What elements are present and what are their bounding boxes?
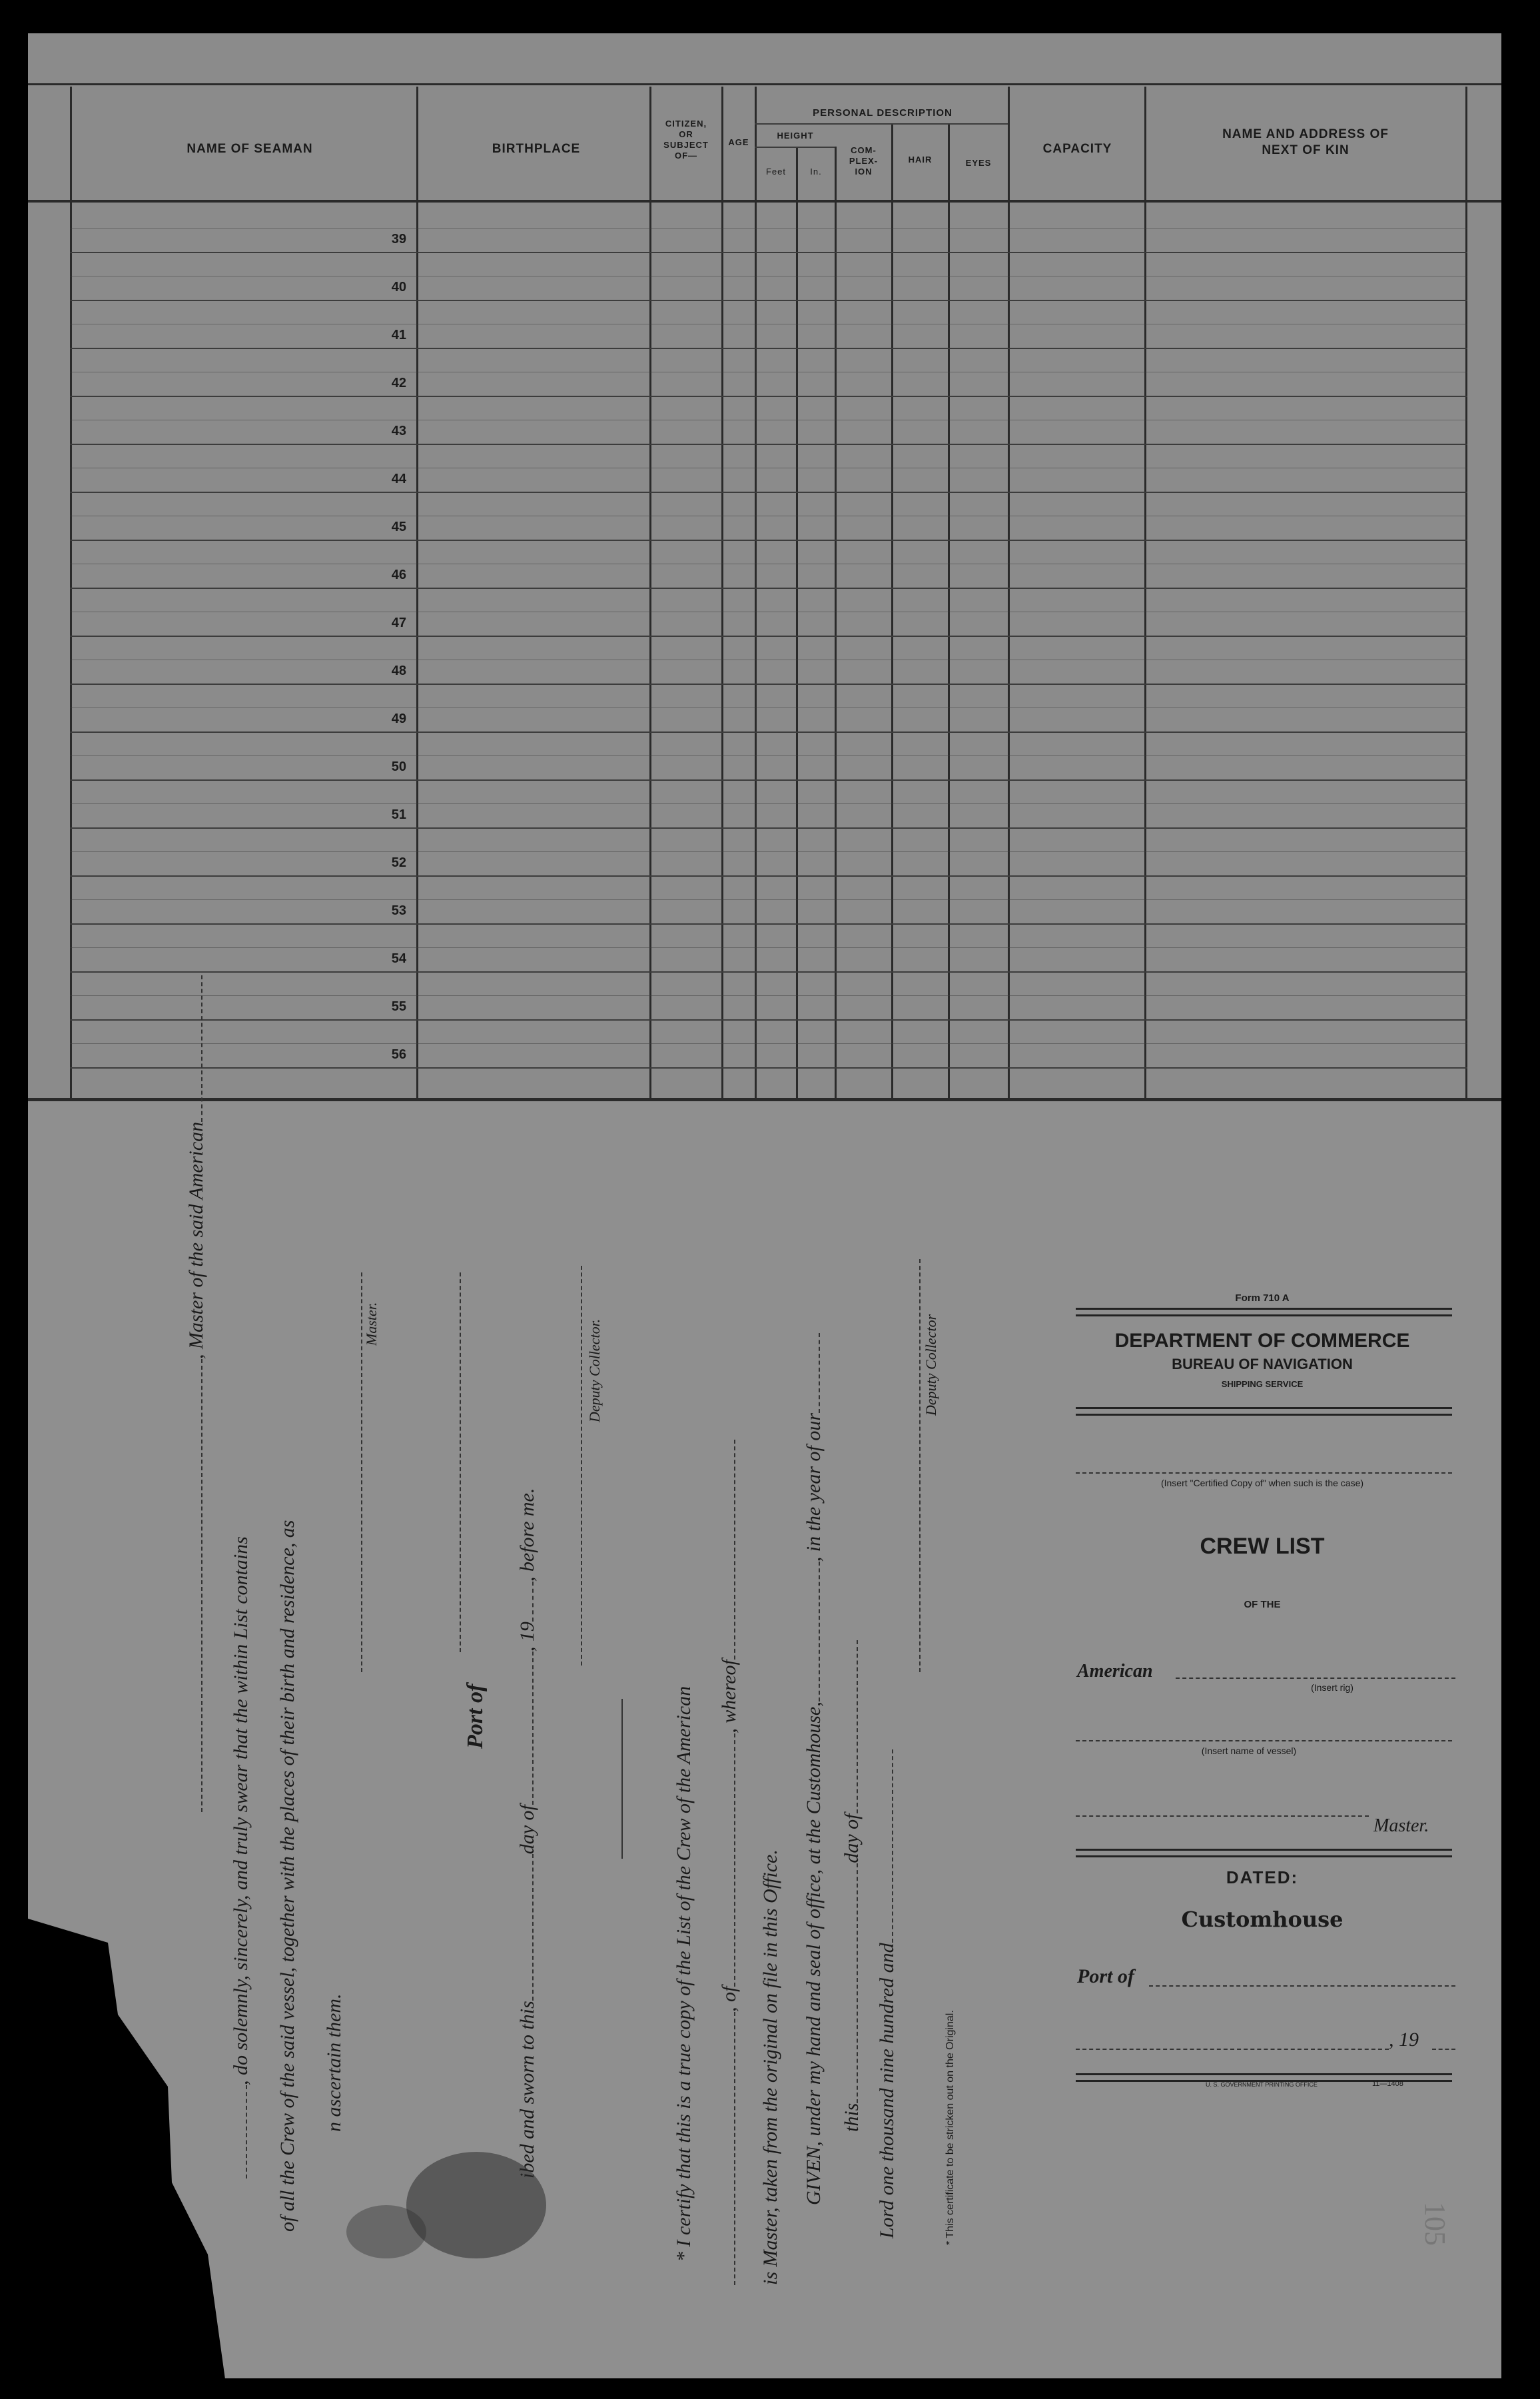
table-row [70, 396, 1467, 397]
row-number: 49 [391, 712, 406, 726]
dept-title: DEPARTMENT OF COMMERCE [1114, 1330, 1410, 1352]
table-row [70, 540, 1467, 541]
header-bottom-rule [28, 200, 1501, 203]
port-of-line [460, 1272, 461, 1652]
row-number: 47 [391, 616, 406, 630]
row-number: 51 [391, 807, 406, 822]
table-row-subrule [70, 899, 1467, 900]
of-the-label: OF THE [1244, 1599, 1281, 1610]
table-row [70, 444, 1467, 445]
year-label: , 19 [1389, 2029, 1419, 2051]
dated-label: DATED: [1226, 1867, 1299, 1887]
header-complexion: COM- PLEX- ION [849, 145, 879, 177]
header-eyes: EYES [965, 158, 992, 168]
cert-line-4: GIVEN, under my hand and seal of office, at the Customhouse,, in the year of our [803, 1333, 825, 2205]
date-line-cover [1076, 2049, 1389, 2050]
cover-rule-top [1076, 1308, 1452, 1316]
customhouse-label: Customhouse [1181, 1907, 1344, 1932]
stain [406, 2152, 546, 2258]
port-line-cover [1149, 1985, 1455, 1987]
row-number: 45 [391, 520, 406, 534]
deputy-sig-line-1 [581, 1266, 582, 1666]
row-number: 42 [391, 376, 406, 390]
oath-line-4: n ascertain them. [323, 1993, 345, 2132]
row-number: 48 [391, 664, 406, 678]
header-height: HEIGHT [777, 131, 814, 141]
table-row [70, 971, 1467, 973]
table-row-subrule [70, 803, 1467, 804]
row-number: 43 [391, 424, 406, 438]
divider-vertical [621, 1699, 623, 1859]
insert-certified-note: (Insert "Certified Copy of" when such is the case) [1160, 1478, 1364, 1488]
table-row [70, 492, 1467, 493]
port-of-cover-label: Port of [1077, 1965, 1134, 1987]
row-number: 41 [391, 328, 406, 342]
year-line [1432, 2049, 1455, 2050]
table-row [70, 348, 1467, 349]
port-of-label: Port of [463, 1683, 488, 1749]
table-row [70, 588, 1467, 589]
row-number: 50 [391, 759, 406, 774]
header-personal: PERSONAL DESCRIPTION [813, 107, 953, 119]
deputy-label-1: Deputy Collector. [586, 1318, 603, 1422]
rig-line [1176, 1678, 1455, 1679]
table-row-subrule [70, 947, 1467, 948]
header-kin: NAME AND ADDRESS OF NEXT OF KIN [1222, 127, 1389, 157]
cert-line-2: , of, whereof [718, 1440, 741, 2285]
cert-footnote: * This certificate to be stricken out on the Original. [945, 2010, 956, 2245]
master-line [1076, 1815, 1369, 1817]
table-top-rule [28, 83, 1501, 85]
american-label: American [1077, 1661, 1153, 1681]
sworn-line: ibed and sworn to thisday of, 19, before me. [516, 1488, 538, 2178]
table-row [70, 300, 1467, 301]
table-row-subrule [70, 995, 1467, 996]
row-number: 56 [391, 1047, 406, 1062]
table-row [70, 252, 1467, 253]
deputy-sig-line-2 [919, 1259, 921, 1672]
crew-list-title: CREW LIST [1200, 1534, 1325, 1559]
master-sig-label: Master. [363, 1302, 380, 1346]
cover-rule-2 [1076, 1407, 1452, 1416]
col-rule-feet [796, 147, 798, 1099]
row-number: 52 [391, 855, 406, 870]
col-rule-inches [835, 147, 837, 1099]
cert-line-3: is Master, taken from the original on file in this Office. [759, 1849, 781, 2285]
cert-line-5: thisday of [841, 1640, 863, 2132]
row-number: 39 [391, 232, 406, 246]
table-row [70, 1067, 1467, 1069]
row-number: 40 [391, 280, 406, 294]
deputy-label-2: Deputy Collector [923, 1314, 939, 1416]
table-row [70, 636, 1467, 637]
height-sub-rule [755, 147, 835, 148]
header-hair: HAIR [908, 155, 933, 165]
vessel-name-line [1076, 1740, 1452, 1741]
table-row [70, 731, 1467, 733]
sheet-number: 105 [1419, 2202, 1451, 2246]
cert-line-6: Lord one thousand nine hundred and [876, 1749, 899, 2238]
cover-rule-3 [1076, 1849, 1452, 1857]
insert-rig-note: (Insert rig) [1311, 1682, 1353, 1693]
row-number: 54 [391, 951, 406, 966]
table-row-subrule [70, 1043, 1467, 1044]
master-label: Master. [1373, 1815, 1429, 1836]
insert-name-note: (Insert name of vessel) [1201, 1745, 1297, 1756]
header-feet: Feet [765, 167, 786, 177]
bureau-title: BUREAU OF NAVIGATION [1172, 1356, 1353, 1372]
table-row [70, 827, 1467, 829]
header-birthplace: BIRTHPLACE [492, 142, 581, 156]
header-citizen: CITIZEN, OR SUBJECT OF— [663, 119, 709, 161]
table-row [70, 684, 1467, 685]
header-name: NAME OF SEAMAN [187, 142, 313, 156]
row-number: 53 [391, 903, 406, 918]
row-number: 44 [391, 472, 406, 486]
table-row [70, 923, 1467, 925]
personal-sub-rule [755, 123, 1008, 125]
printer-imprint: U. S. GOVERNMENT PRINTING OFFICE [1206, 2081, 1318, 2088]
row-number: 46 [391, 568, 406, 582]
table-row-subrule [70, 228, 1467, 229]
header-inches: In. [810, 167, 822, 177]
table-row [70, 779, 1467, 781]
table-row [70, 875, 1467, 877]
oath-line-2: , do solemnly, sincerely, and truly swear that the within List contains [230, 1536, 252, 2178]
table-row-subrule [70, 755, 1467, 756]
table-bottom-rule [28, 1098, 1501, 1101]
table-row [70, 1019, 1467, 1021]
certified-copy-line [1076, 1472, 1452, 1474]
master-sig-line [361, 1272, 362, 1672]
table-row-subrule [70, 851, 1467, 852]
form-number: Form 710 A [1235, 1292, 1290, 1304]
row-number: 55 [391, 999, 406, 1014]
oath-line-1: , Master of the said American [185, 975, 208, 1812]
header-age: AGE [728, 137, 749, 147]
printer-code: 11—1408 [1372, 2080, 1403, 2088]
cert-line-1: * I certify that this is a true copy of the List of the Crew of the American [673, 1685, 695, 2262]
header-capacity: CAPACITY [1042, 142, 1112, 156]
service-title: SHIPPING SERVICE [1221, 1379, 1304, 1389]
stain-small [346, 2205, 426, 2258]
oath-line-3: of all the Crew of the said vessel, together with the places of their birth and residence, as [276, 1520, 298, 2232]
